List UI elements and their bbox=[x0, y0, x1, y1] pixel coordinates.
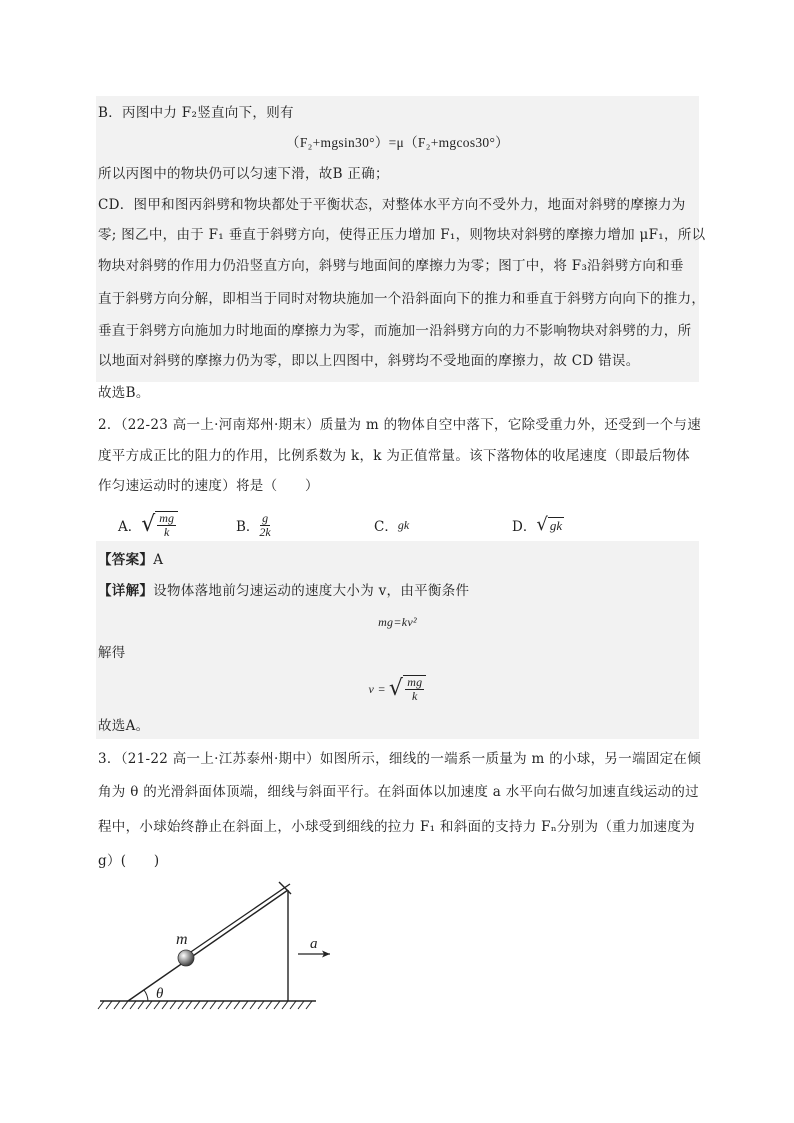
cd-line-1: CD．图甲和图丙斜劈和物块都处于平衡状态，对整体水平方向不受外力，地面对斜劈的摩擦力为 bbox=[98, 197, 686, 213]
answer-tag: 【答案】 bbox=[98, 552, 154, 568]
eq2-lhs: v = bbox=[368, 682, 386, 696]
accel-label: a bbox=[310, 936, 318, 952]
q3-line-3: 程中，小球始终静止在斜面上，小球受到细线的拉力 F₁ 和斜面的支持力 Fₙ分别为（重力加速度为 bbox=[98, 819, 695, 835]
q2-option-c[interactable] bbox=[374, 510, 409, 540]
eq2-den: k bbox=[412, 689, 418, 703]
q2-equation-2: v = √ $\frac{mg}{k}$ bbox=[96, 672, 699, 706]
option-a-num: mg bbox=[159, 511, 174, 525]
option-a-label: A． bbox=[118, 519, 142, 535]
mass-label: m bbox=[176, 931, 188, 948]
q2-equation-1: mg=kv² bbox=[378, 615, 417, 629]
incline-surface bbox=[128, 890, 288, 1001]
option-d-expr: gk bbox=[549, 517, 563, 533]
q2-line-1: 2．（22-23 高一上·河南郑州·期末）质量为 m 的物体自空中落下，它除受重力外，还受到一个与速 bbox=[98, 417, 702, 433]
option-b-num: g bbox=[262, 510, 269, 525]
option-b-den: 2k bbox=[259, 524, 271, 539]
cd-line-3: 物块对斜劈的作用力仍沿竖直方向，斜劈与地面间的摩擦力为零；图丁中，将 F₃沿斜劈方向和垂 bbox=[98, 258, 684, 274]
q3-line-1: 3．（21-22 高一上·江苏泰州·期中）如图所示，细线的一端系一质量为 m 的小球，另一端固定在倾 bbox=[98, 751, 702, 767]
option-a-den: k bbox=[163, 525, 170, 539]
detail-tag: 【详解】 bbox=[98, 583, 154, 599]
option-c-expr: gk bbox=[397, 517, 410, 532]
detail-text: 设物体落地前匀速运动的速度大小为 v，由平衡条件 bbox=[153, 583, 470, 599]
cd-line-4: 直于斜劈方向分解，即相当于同时对物块施加一个沿斜面向下的推力和垂直于斜劈方向向下的推力， bbox=[98, 291, 706, 307]
option-b-label: B． bbox=[236, 519, 260, 535]
answer-value: A bbox=[153, 552, 164, 568]
option-b-conclusion: 所以丙图中的物块仍可以匀速下滑，故B 正确； bbox=[98, 166, 389, 182]
option-a-sqrt: √ $\frac{mg}{k}$ bbox=[141, 511, 178, 539]
q2-line-2: 度平方成正比的阻力的作用，比例系数为 k，k 为正值常量。该下落物体的收尾速度（即最后物体 bbox=[98, 448, 690, 464]
q2-option-d[interactable]: D． √ gk bbox=[512, 514, 563, 535]
angle-label: θ bbox=[156, 986, 164, 1002]
q2-solve-label: 解得 bbox=[98, 645, 126, 661]
cd-line-6: 以地面对斜劈的摩擦力仍为零，即以上四图中，斜劈均不受地面的摩擦力，故 CD 错误。 bbox=[98, 353, 640, 369]
ball bbox=[178, 950, 194, 966]
incline-diagram bbox=[96, 870, 346, 1020]
q2-option-a[interactable] bbox=[118, 510, 178, 540]
option-d-label: D． bbox=[512, 519, 537, 535]
cd-line-5: 垂直于斜劈方向施加力时地面的摩擦力为零，而施加一沿斜劈方向的力不影响物块对斜劈的力，所 bbox=[98, 323, 692, 339]
q2-final: 故选A。 bbox=[98, 718, 150, 734]
q2-answer bbox=[98, 550, 698, 570]
q3-line-4: g）( ) bbox=[98, 853, 160, 869]
q2-option-b[interactable] bbox=[236, 510, 271, 540]
eq2-num: mg bbox=[407, 675, 423, 689]
option-c-label: C． bbox=[374, 519, 398, 535]
cd-line-2: 零; 图乙中，由于 F₁ 垂直于斜劈方向，使得正压力增加 F₁，则物块对斜劈的摩擦力增加 μF₁，所以 bbox=[98, 227, 706, 243]
q2-line-3: 作匀速运动时的速度）将是（ ） bbox=[98, 478, 319, 494]
thread bbox=[182, 884, 290, 958]
q3-line-2: 角为 θ 的光滑斜面体顶端，细线与斜面平行。在斜面体以加速度 a 水平向右做匀加速直线运动的过 bbox=[98, 784, 699, 800]
solution-shade-2 bbox=[96, 541, 699, 739]
option-b-equation: （F₂+mgsin30°）=μ（F₂+mgcos30°） bbox=[286, 135, 509, 150]
q2-detail bbox=[98, 581, 698, 601]
answer-1: 故选B。 bbox=[98, 385, 150, 401]
option-b-text: B．丙图中力 F₂竖直向下，则有 bbox=[98, 105, 294, 121]
